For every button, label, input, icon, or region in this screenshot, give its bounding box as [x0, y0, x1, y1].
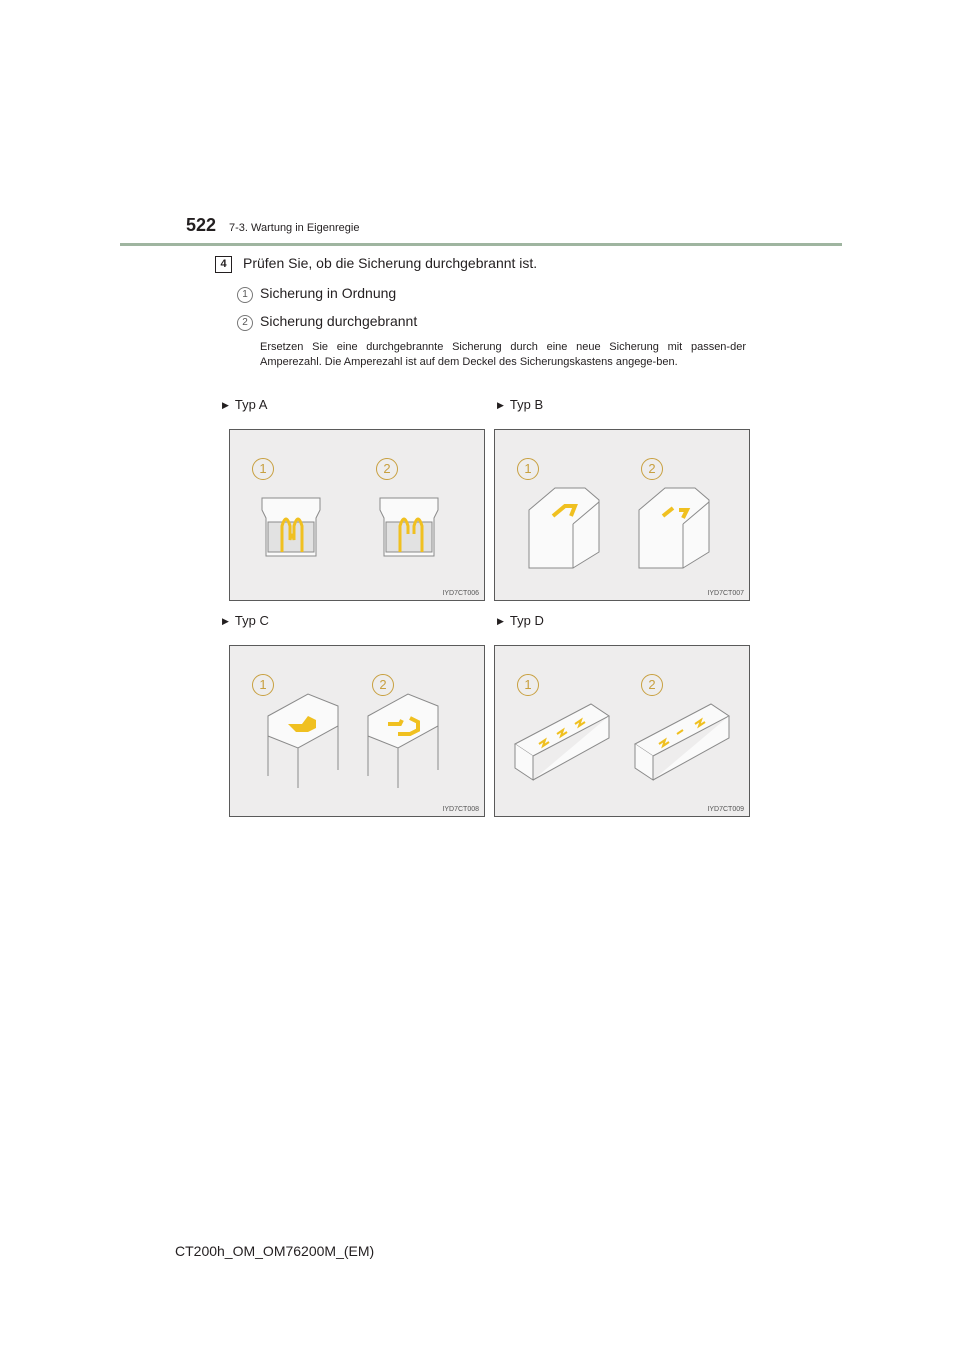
callout-2: 2 — [641, 674, 663, 696]
figure-code: IYD7CT009 — [707, 806, 744, 813]
callout-1: 1 — [252, 674, 274, 696]
type-d-label: ▶ Typ D — [497, 613, 544, 628]
callout-2: 2 — [641, 458, 663, 480]
figure-code: IYD7CT008 — [442, 806, 479, 813]
callout-2: 2 — [376, 458, 398, 480]
triangle-bullet-icon: ▶ — [222, 616, 229, 626]
fuse-illustration-type-d — [494, 645, 750, 817]
type-a-label: ▶ Typ A — [222, 397, 268, 412]
replacement-note: Ersetzen Sie eine durchgebrannte Sicherung durch eine neue Sicherung mit passen-der Amperezahl. Die Amperezahl ist auf dem Deckel des Sicherungskastens angege-ben. — [260, 341, 746, 368]
item-number-badge: 1 — [237, 287, 253, 303]
figure-code: IYD7CT007 — [707, 590, 744, 597]
figure-code: IYD7CT006 — [442, 590, 479, 597]
callout-1: 1 — [252, 458, 274, 480]
fuse-illustration-type-a — [229, 429, 485, 601]
fuse-illustration-type-c — [229, 645, 485, 817]
step-instruction: Prüfen Sie, ob die Sicherung durchgebrannt ist. — [243, 255, 538, 271]
fuse-type-d-image — [495, 646, 749, 816]
triangle-bullet-icon: ▶ — [497, 616, 504, 626]
document-id: CT200h_OM_OM76200M_(EM) — [175, 1243, 375, 1259]
triangle-bullet-icon: ▶ — [497, 400, 504, 410]
callout-1: 1 — [517, 674, 539, 696]
section-title: 7-3. Wartung in Eigenregie — [229, 222, 360, 234]
item-label: Sicherung in Ordnung — [260, 285, 397, 301]
item-label: Sicherung durchgebrannt — [260, 313, 418, 329]
triangle-bullet-icon: ▶ — [222, 400, 229, 410]
list-item — [237, 285, 396, 303]
callout-1: 1 — [517, 458, 539, 480]
type-b-label: ▶ Typ B — [497, 397, 544, 412]
fuse-illustration-type-b — [494, 429, 750, 601]
page-number: 522 — [186, 215, 217, 235]
header-divider — [120, 243, 842, 246]
callout-2: 2 — [372, 674, 394, 696]
item-number-badge: 2 — [237, 315, 253, 331]
type-c-label: ▶ Typ C — [222, 613, 269, 628]
fuse-type-c-image — [230, 646, 484, 816]
fuse-type-b-image — [495, 430, 749, 600]
fuse-type-a-image — [230, 430, 484, 600]
list-item — [237, 313, 417, 331]
step-number-badge: 4 — [215, 256, 232, 273]
